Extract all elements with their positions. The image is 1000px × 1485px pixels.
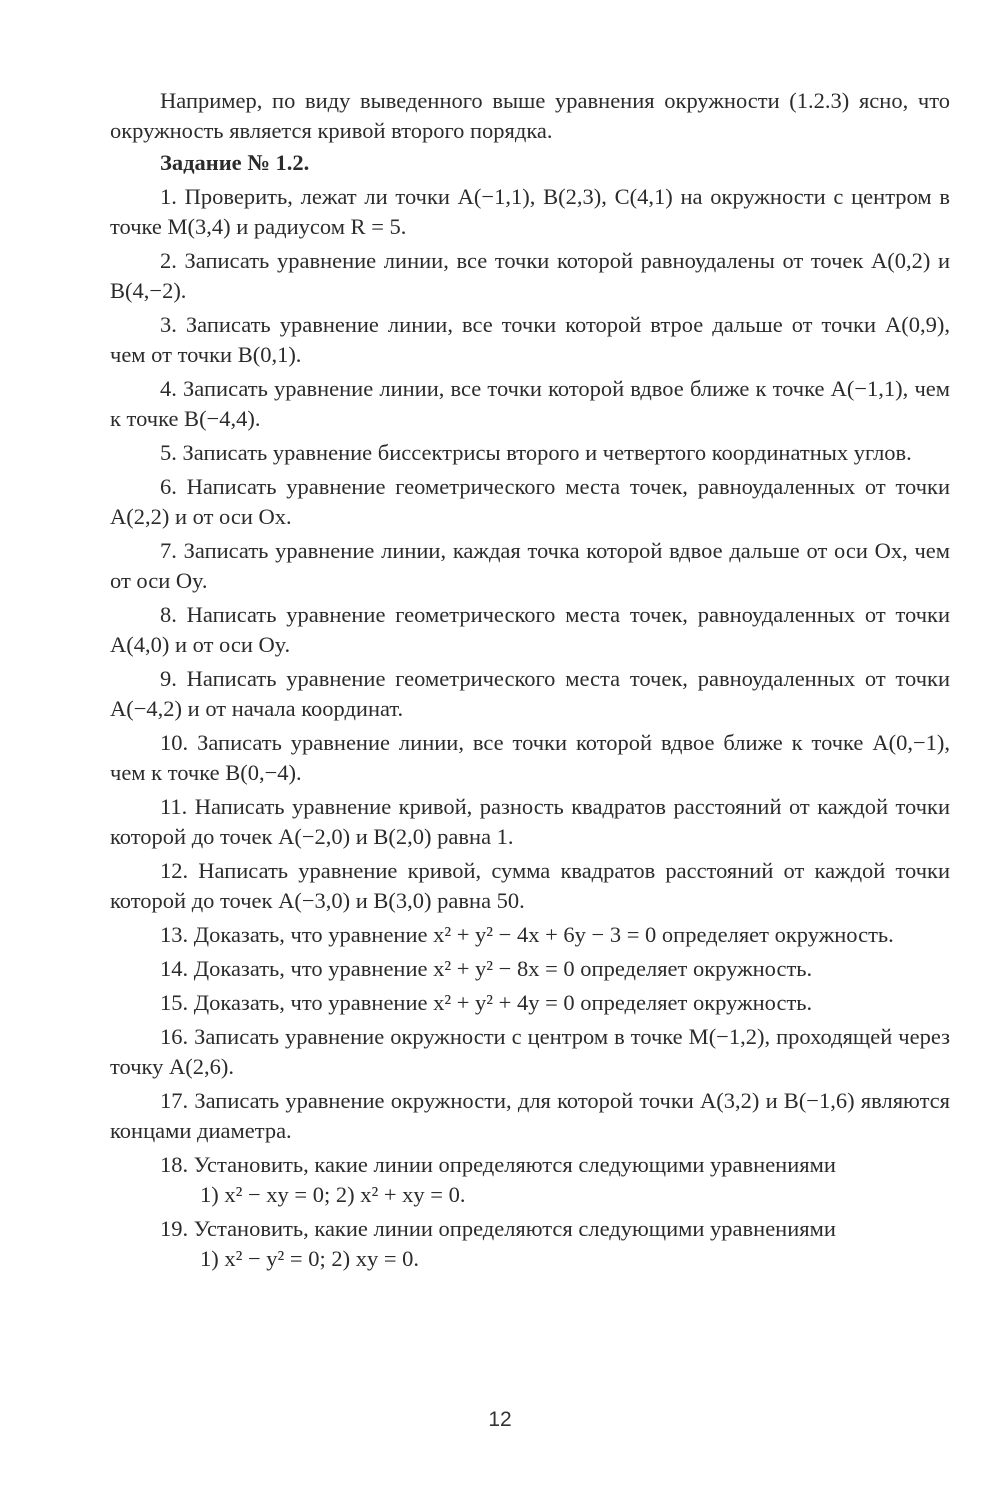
task-7: 7. Записать уравнение линии, каждая точка которой вдвое дальше от оси Ox, чем от оси Oy. bbox=[110, 538, 950, 593]
task-18: 18. Установить, какие линии определяются следующими уравнениями 1) x² − xy = 0; 2) x² + xy = 0. bbox=[110, 1150, 950, 1210]
task-5: 5. Записать уравнение биссектрисы второго и четвертого координатных углов. bbox=[160, 440, 912, 465]
task-16: 16. Записать уравнение окружности с центром в точке M(−1,2), проходящей через точку A(2,6). bbox=[110, 1024, 950, 1079]
task-4: 4. Записать уравнение линии, все точки которой вдвое ближе к точке A(−1,1), чем к точке B(−4,4). bbox=[110, 376, 950, 431]
assignment-heading: Задание № 1.2. bbox=[160, 150, 310, 175]
task-3: 3. Записать уравнение линии, все точки которой втрое дальше от точки A(0,9), чем от точки B(0,1). bbox=[110, 312, 950, 367]
task-2: 2. Записать уравнение линии, все точки которой равноудалены от точек A(0,2) и B(4,−2). bbox=[110, 248, 950, 303]
task-14: 14. Доказать, что уравнение x² + y² − 8x = 0 определяет окружность. bbox=[160, 956, 813, 981]
task-19-equations: 1) x² − y² = 0; 2) xy = 0. bbox=[200, 1246, 420, 1271]
page-number: 12 bbox=[488, 1408, 512, 1431]
task-1: 1. Проверить, лежат ли точки A(−1,1), B(2,3), C(4,1) на окружности с центром в точке M(3,4) и радиусом R = 5. bbox=[110, 184, 951, 239]
task-8: 8. Написать уравнение геометрического места точек, равноудаленных от точки A(4,0) и от оси Oy. bbox=[110, 602, 950, 657]
task-10: 10. Записать уравнение линии, все точки которой вдвое ближе к точке A(0,−1), чем к точке B(0,−4). bbox=[110, 730, 951, 785]
task-17: 17. Записать уравнение окружности, для которой точки A(3,2) и B(−1,6) являются концами диаметра. bbox=[110, 1088, 951, 1143]
task-19: 19. Установить, какие линии определяются следующими уравнениями 1) x² − y² = 0; 2) xy = 0. bbox=[110, 1214, 950, 1274]
task-6: 6. Написать уравнение геометрического места точек, равноудаленных от точки A(2,2) и от оси Ox. bbox=[110, 474, 950, 529]
task-11: 11. Написать уравнение кривой, разность квадратов расстояний от каждой точки которой до точек A(−2,0) и B(2,0) равна 1. bbox=[110, 794, 951, 849]
task-12: 12. Написать уравнение кривой, сумма квадратов расстояний от каждой точки которой до точек A(−3,0) и B(3,0) равна 50. bbox=[110, 858, 950, 913]
intro-paragraph: Например, по виду выведенного выше уравнения окружности (1.2.3) ясно, что окружность является кривой второго порядка. bbox=[110, 88, 950, 143]
task-18-equations: 1) x² − xy = 0; 2) x² + xy = 0. bbox=[200, 1182, 466, 1207]
task-13: 13. Доказать, что уравнение x² + y² − 4x + 6y − 3 = 0 определяет окружность. bbox=[160, 922, 894, 947]
page-content bbox=[110, 86, 950, 1278]
task-9: 9. Написать уравнение геометрического места точек, равноудаленных от точки A(−4,2) и от начала координат. bbox=[110, 666, 950, 721]
task-15: 15. Доказать, что уравнение x² + y² + 4y = 0 определяет окружность. bbox=[160, 990, 813, 1015]
